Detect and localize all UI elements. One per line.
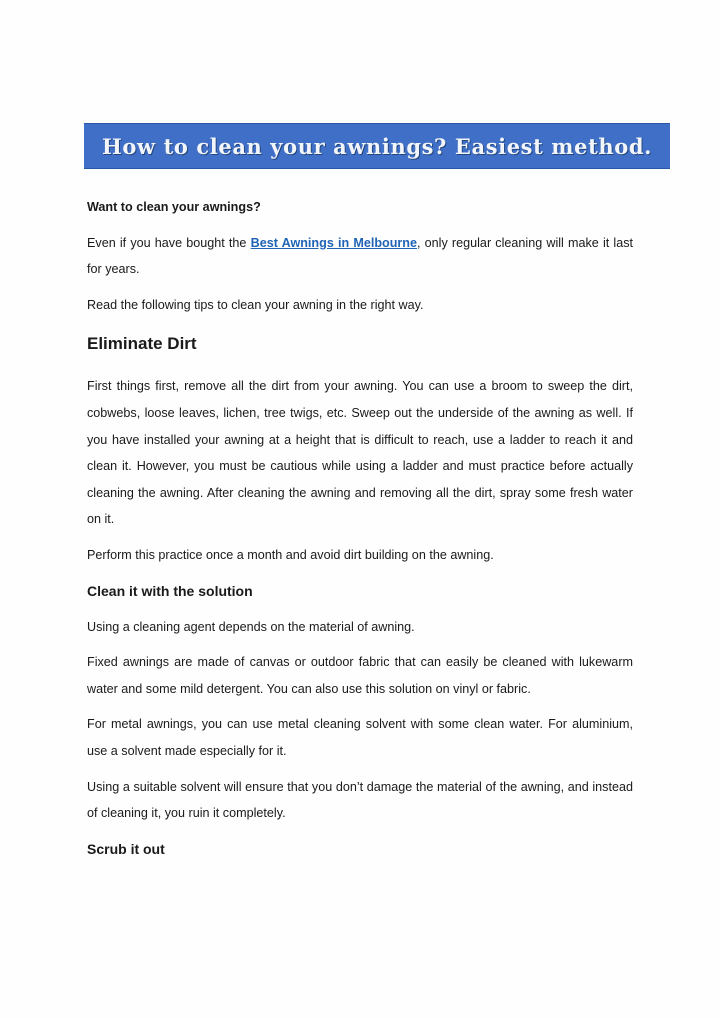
intro-text-after-link: , only regular cleaning will make it last for years. <box>87 235 634 277</box>
intro-question: Want to clean your awnings? <box>87 200 261 214</box>
article-body <box>87 194 633 872</box>
section-heading-scrub-it-out: Scrub it out <box>87 840 165 857</box>
title-banner <box>84 123 670 169</box>
section-heading-eliminate-dirt: Eliminate Dirt <box>87 334 197 354</box>
clean-solution-paragraph-4: Using a suitable solvent will ensure that you don’t damage the material of the awning, and instead of cleaning it, you ruin it completely. <box>87 779 633 821</box>
eliminate-dirt-paragraph-1: First things first, remove all the dirt from your awning. You can use a broom to sweep the dirt, cobwebs, loose leaves, lichen, tree twigs, etc. Sweep out the underside of the awning as well. If you have installed your awning at a height that is difficult to reach, use a ladder to reach it and clean it. However, you must be cautious while using a ladder and must practice before actually cleaning the awning. After cleaning the awning and removing all the dirt, spray some fresh water on it. <box>87 379 633 527</box>
section-heading-clean-solution: Clean it with the solution <box>87 582 253 599</box>
best-awnings-link[interactable]: Best Awnings in Melbourne <box>250 235 418 250</box>
clean-solution-paragraph-3: For metal awnings, you can use metal cleaning solvent with some clean water. For aluminium, use a solvent made especially for it. <box>87 717 633 758</box>
clean-solution-paragraph-1: Using a cleaning agent depends on the material of awning. <box>87 619 415 634</box>
clean-solution-paragraph-2: Fixed awnings are made of canvas or outdoor fabric that can easily be cleaned with lukewarm water and some mild detergent. You can also use this solution on vinyl or fabric. <box>87 655 633 696</box>
intro-paragraph-2: Read the following tips to clean your awning in the right way. <box>87 297 424 312</box>
intro-text-before-link: Even if you have bought the <box>87 235 251 250</box>
page-title: How to clean your awnings? Easiest method. <box>101 133 653 159</box>
eliminate-dirt-paragraph-2: Perform this practice once a month and avoid dirt building on the awning. <box>87 547 494 562</box>
intro-paragraph <box>87 230 633 283</box>
